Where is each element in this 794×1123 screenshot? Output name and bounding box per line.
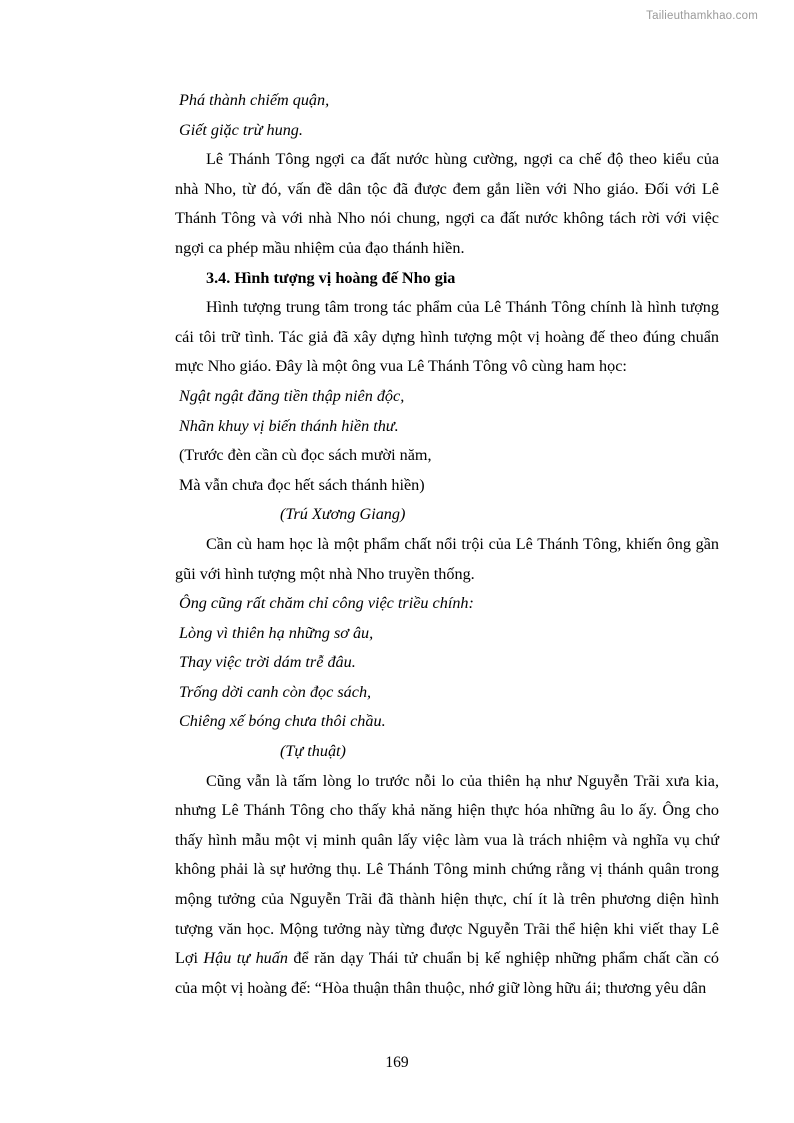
verse-line: Giết giặc trừ hung.: [179, 120, 303, 139]
body-paragraph: [175, 767, 719, 1004]
work-title: Hậu tự huấn: [203, 949, 288, 968]
paragraph-text-segment: để răn dạy Thái tử chuẩn bị kế nghiệp những phẩm chất cần có của một vị hoàng đế: “Hòa thuận thân thuộc, nhớ giữ lòng hữu ái; thương yêu dân: [175, 949, 719, 997]
verse-line: Lòng vì thiên hạ những sơ âu,: [179, 623, 374, 642]
paragraph-text-segment: Cũng vẫn là tấm lòng lo trước nỗi lo của thiên hạ như Nguyễn Trãi xưa kia, nhưng Lê Thánh Tông cho thấy khả năng hiện thực hóa những âu lo ấy. Ông cho thấy hình mẫu một vị minh quân lấy việc làm vua là trách nhiệm và nghĩa vụ chứ không phải là sự hưởng thụ. Lê Thánh Tông minh chứng rằng vị thánh quân trong mộng tưởng của Nguyễn Trãi đã thành hiện thực, chí ít là trên phương diện hình tượng văn học. Mộng tưởng này từng được Nguyễn Trãi thể hiện khi viết thay Lê Lợi: [175, 771, 719, 968]
verse-intro-line: Ông cũng rất chăm chỉ công việc triều chính:: [179, 594, 474, 613]
body-paragraph: Hình tượng trung tâm trong tác phẩm của Lê Thánh Tông chính là hình tượng cái tôi trữ tình. Tác giả đã xây dựng hình tượng một vị hoàng đế theo đúng chuẩn mực Nho giáo. Đây là một ông vua Lê Thánh Tông vô cùng ham học:: [175, 298, 719, 376]
page-number: 169: [385, 1054, 409, 1071]
verse-line: Chiêng xế bóng chưa thôi chầu.: [179, 712, 386, 731]
verse-attribution: (Trú Xương Giang): [280, 505, 406, 524]
verse-translation-line: (Trước đèn cần cù đọc sách mười năm,: [179, 446, 432, 465]
section-heading: 3.4. Hình tượng vị hoàng đế Nho gia: [206, 268, 456, 287]
watermark-text: Tailieuthamkhao.com: [646, 10, 758, 22]
verse-line: Phá thành chiếm quận,: [179, 91, 330, 109]
verse-attribution: (Tự thuật): [280, 742, 346, 761]
verse-translation-line: Mà vẫn chưa đọc hết sách thánh hiền): [179, 475, 425, 494]
verse-line: Trống dời canh còn đọc sách,: [179, 682, 372, 701]
page-content: [175, 86, 719, 1003]
verse-line: Thay việc trời dám trễ đâu.: [179, 653, 356, 672]
body-paragraph: Cần cù ham học là một phẩm chất nổi trội của Lê Thánh Tông, khiến ông gần gũi với hình tượng một nhà Nho truyền thống.: [175, 534, 719, 583]
body-paragraph: Lê Thánh Tông ngợi ca đất nước hùng cường, ngợi ca chế độ theo kiểu của nhà Nho, từ đó, vấn đề dân tộc đã được đem gắn liền với Nho giáo. Đối với Lê Thánh Tông và với nhà Nho nói chung, ngợi ca đất nước không tách rời với việc ngợi ca phép mầu nhiệm của đạo thánh hiền.: [175, 150, 719, 257]
verse-line: Ngật ngật đăng tiền thập niên độc,: [179, 386, 405, 405]
verse-line: Nhãn khuy vị biến thánh hiền thư.: [179, 416, 399, 435]
